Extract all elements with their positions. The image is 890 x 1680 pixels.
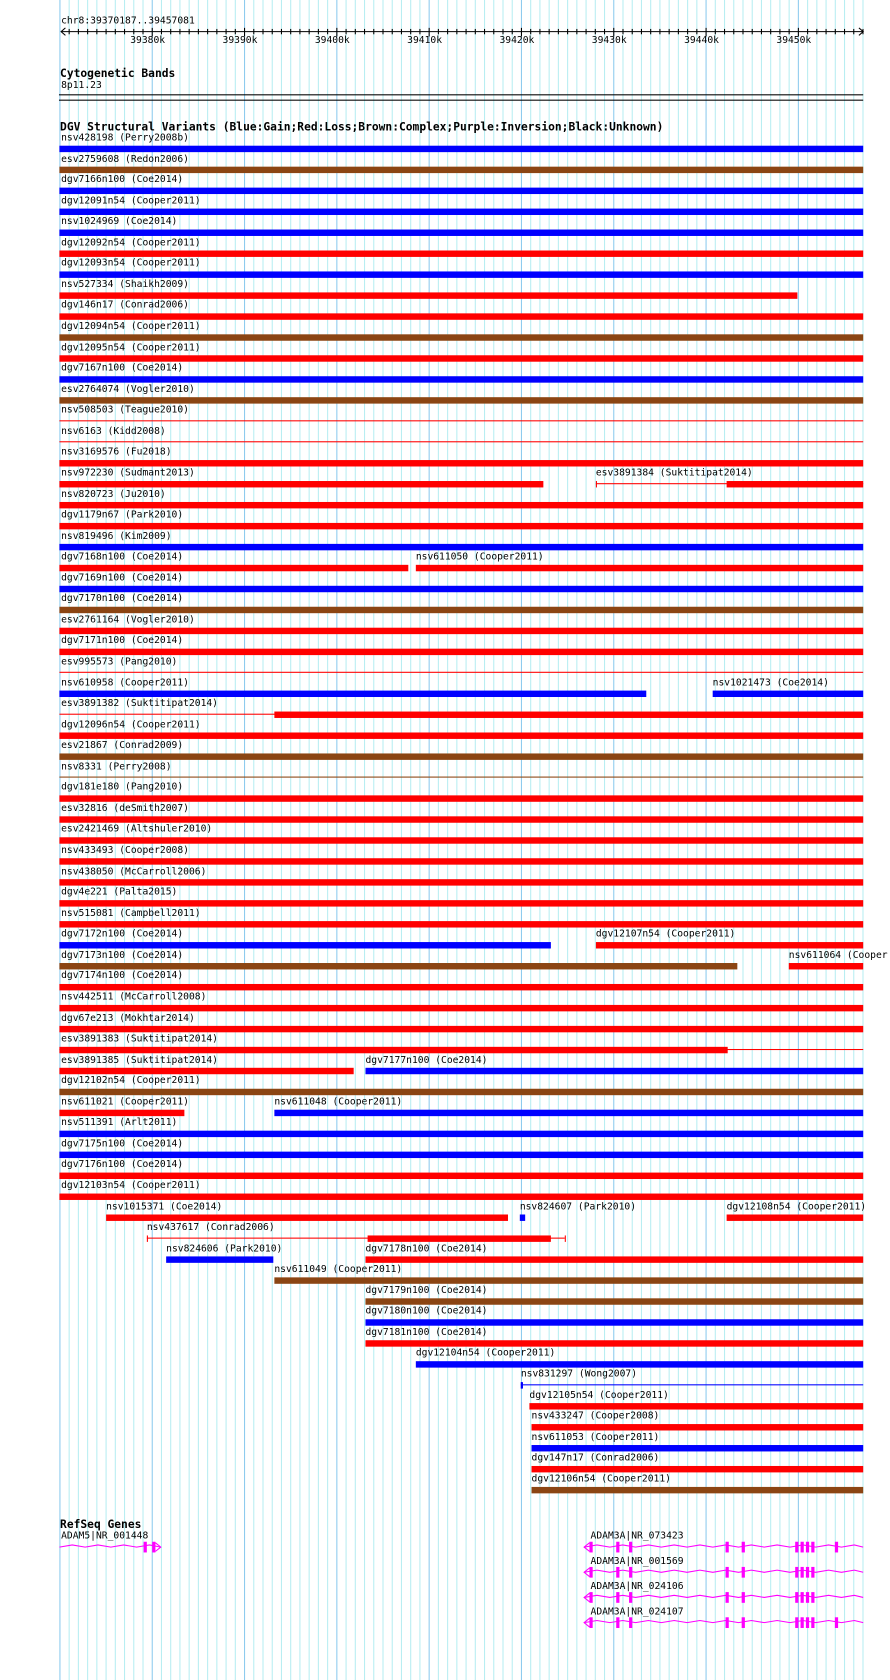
variant-bar (59, 502, 863, 508)
variant-label[interactable]: dgv7169n100 (Coe2014) (61, 572, 184, 584)
gene-intron-line (584, 1545, 863, 1547)
gene-exon (726, 1617, 729, 1628)
variant-label[interactable]: dgv7177n100 (Coe2014) (365, 1054, 488, 1066)
variant-label[interactable]: nsv433247 (Cooper2008) (531, 1411, 660, 1422)
variant-label[interactable]: nsv3169576 (Fu2018) (61, 447, 172, 458)
variant-bar (532, 1445, 864, 1451)
gene-exon (589, 1592, 592, 1603)
dgv-track-title[interactable]: DGV Structural Variants (Blue:Gain;Red:Loss;Brown:Complex;Purple:Inversion;Black:Unknown) (60, 121, 664, 134)
gene-exon (742, 1542, 745, 1553)
variant-bar (59, 1194, 863, 1200)
variant-label[interactable]: esv2764074 (Vogler2010) (61, 384, 195, 396)
variant-bar (59, 481, 543, 487)
variant-label[interactable]: nsv527334 (Shaikh2009) (61, 279, 189, 291)
variant-bar (365, 1256, 863, 1262)
variant-bar (59, 732, 863, 738)
variant-label[interactable]: esv995573 (Pang2010) (61, 656, 178, 668)
variant-label[interactable]: nsv972230 (Sudmant2013) (61, 468, 195, 479)
variant-bar (59, 1026, 863, 1032)
variant-label[interactable]: nsv611050 (Cooper2011) (415, 551, 544, 563)
variant-bar (368, 1235, 551, 1241)
gene-exon (801, 1592, 804, 1603)
variant-bar (59, 1152, 863, 1158)
ruler-position: chr8:39370187..39457081 (61, 16, 195, 27)
gene-exon (801, 1542, 804, 1553)
variant-label[interactable]: dgv7172n100 (Coe2014) (61, 929, 184, 940)
variant-end-cap (596, 481, 597, 487)
gene-exon (806, 1617, 809, 1628)
variant-label[interactable]: dgv12094n54 (Cooper2011) (61, 321, 201, 333)
gene-intron-line (584, 1570, 863, 1572)
variant-bar (59, 313, 863, 319)
variant-label[interactable]: dgv67e213 (Mokhtar2014) (61, 1013, 195, 1024)
variant-label[interactable]: dgv7175n100 (Coe2014) (61, 1138, 184, 1150)
variant-label[interactable]: nsv8331 (Perry2008) (61, 761, 172, 773)
variant-label[interactable]: nsv1015371 (Coe2014) (106, 1201, 223, 1213)
variant-label[interactable]: nsv611053 (Cooper2011) (531, 1432, 660, 1443)
variant-label[interactable]: nsv508503 (Teague2010) (61, 405, 189, 416)
gene-label[interactable]: ADAM3A|NR_001569 (590, 1556, 684, 1567)
gene-exon (152, 1542, 155, 1553)
variant-bar (274, 1110, 863, 1116)
variant-bar (59, 816, 863, 822)
gene-exon (616, 1567, 619, 1578)
variant-bar (59, 1047, 727, 1053)
gene-exon (795, 1567, 798, 1578)
variant-bar (59, 586, 863, 592)
variant-label[interactable]: dgv12095n54 (Cooper2011) (61, 342, 201, 354)
variant-label[interactable]: nsv831297 (Wong2007) (520, 1369, 638, 1380)
variant-label[interactable]: nsv610958 (Cooper2011) (61, 677, 189, 689)
variant-bar (532, 1466, 864, 1472)
variant-bar-thin (59, 441, 863, 442)
ruler-tick-label: 39410k (407, 35, 443, 47)
ruler-tick-label: 39400k (314, 35, 350, 47)
variant-bar (365, 1068, 863, 1074)
variant-bar (365, 1340, 863, 1346)
gene-intron-line (584, 1620, 863, 1622)
variant-label[interactable]: nsv824606 (Park2010) (166, 1243, 283, 1255)
variant-label[interactable]: esv32816 (deSmith2007) (61, 803, 189, 815)
variant-label[interactable]: dgv7168n100 (Coe2014) (61, 551, 184, 563)
variant-label[interactable]: nsv1021473 (Coe2014) (712, 677, 829, 689)
variant-end-cap (521, 1382, 522, 1388)
variant-label[interactable]: dgv12108n54 (Cooper2011) (726, 1201, 867, 1213)
variant-label[interactable]: dgv7171n100 (Coe2014) (61, 635, 184, 647)
variant-bar (596, 942, 863, 948)
variant-bar (59, 963, 737, 969)
ruler-tick-label: 39450k (776, 35, 812, 47)
variant-bar (59, 1110, 184, 1116)
variant-label[interactable]: dgv7167n100 (Coe2014) (61, 363, 184, 375)
variant-bar (59, 209, 863, 215)
variant-bar (59, 544, 863, 550)
variant-bar (59, 1131, 863, 1137)
variant-label[interactable]: dgv7179n100 (Coe2014) (365, 1285, 488, 1297)
variant-end-cap (565, 1235, 566, 1241)
variant-bar (59, 523, 863, 529)
variant-bar (727, 1214, 864, 1220)
variant-label[interactable]: nsv515081 (Campbell2011) (61, 908, 201, 919)
variant-label[interactable]: nsv819496 (Kim2009) (61, 531, 172, 542)
gene-exon (811, 1617, 814, 1628)
variant-bar (59, 900, 863, 906)
variant-bar (274, 712, 863, 718)
gene-exon (795, 1542, 798, 1553)
ruler-tick-label: 39380k (130, 35, 166, 47)
gene-exon (811, 1567, 814, 1578)
gene-exon (835, 1542, 838, 1553)
gene-exon (795, 1592, 798, 1603)
gene-exon (629, 1592, 632, 1603)
variant-label[interactable]: nsv437617 (Conrad2006) (146, 1222, 275, 1234)
ruler-tick-label: 39390k (222, 35, 258, 47)
gene-exon (801, 1567, 804, 1578)
variant-bar (59, 250, 863, 256)
gene-label[interactable]: ADAM3A|NR_073423 (590, 1531, 684, 1542)
variant-label[interactable]: nsv824607 (Park2010) (519, 1201, 637, 1213)
variant-label[interactable]: esv3891383 (Suktitipat2014) (61, 1033, 219, 1045)
variant-bar (59, 1173, 863, 1179)
refseq-track-title[interactable]: RefSeq Genes (60, 1518, 142, 1532)
variant-label[interactable]: dgv12092n54 (Cooper2011) (61, 237, 201, 249)
variant-bar-thin (59, 420, 863, 421)
variant-bar (59, 188, 863, 194)
variant-bar (59, 167, 863, 173)
gene-exon (616, 1592, 619, 1603)
variant-bar (416, 1361, 863, 1367)
variant-label[interactable]: nsv611048 (Cooper2011) (274, 1096, 403, 1108)
variant-bar (789, 963, 863, 969)
variant-label[interactable]: dgv12105n54 (Cooper2011) (529, 1390, 669, 1401)
cytoband-track-title[interactable]: Cytogenetic Bands (60, 67, 176, 81)
gene-exon (795, 1617, 798, 1628)
gene-exon (629, 1542, 632, 1553)
variant-bar (59, 984, 863, 990)
variant-bar (59, 334, 863, 340)
variant-bar (59, 1089, 863, 1095)
variant-bar (59, 795, 863, 801)
variant-label[interactable]: dgv181e180 (Pang2010) (61, 782, 184, 794)
variant-end-cap (147, 1235, 148, 1241)
variant-bar (727, 481, 864, 487)
variant-label[interactable]: nsv438050 (McCarroll2006) (61, 866, 207, 878)
variant-bar (532, 1424, 864, 1430)
variant-label[interactable]: dgv12107n54 (Cooper2011) (595, 929, 736, 940)
variant-bar (59, 146, 863, 152)
variant-label[interactable]: dgv12102n54 (Cooper2011) (61, 1075, 201, 1087)
variant-label[interactable]: nsv433493 (Cooper2008) (61, 845, 189, 857)
variant-label[interactable]: nsv442511 (McCarroll2008) (61, 992, 207, 1003)
variant-label[interactable]: nsv6163 (Kidd2008) (61, 426, 166, 437)
gene-exon (589, 1542, 592, 1553)
gene-exon (801, 1617, 804, 1628)
variant-bar (59, 858, 863, 864)
variant-label[interactable]: nsv1024969 (Coe2014) (61, 216, 178, 228)
variant-bar (529, 1403, 863, 1409)
variant-bar (59, 355, 863, 361)
variant-bar (59, 879, 863, 885)
variant-bar (59, 628, 863, 634)
gene-label[interactable]: ADAM3A|NR_024106 (590, 1581, 684, 1593)
gene-exon (726, 1542, 729, 1553)
variant-label[interactable]: esv3891385 (Suktitipat2014) (61, 1054, 219, 1066)
variant-bar (59, 1068, 353, 1074)
gene-exon (144, 1542, 147, 1553)
variant-bar (365, 1319, 863, 1325)
variant-bar (59, 837, 863, 843)
variant-bar (59, 565, 408, 571)
variant-bar (59, 691, 646, 697)
variant-label[interactable]: dgv7180n100 (Coe2014) (365, 1306, 488, 1318)
gene-exon (811, 1592, 814, 1603)
variant-bar (59, 292, 797, 298)
variant-label[interactable]: dgv7170n100 (Coe2014) (61, 593, 184, 605)
gene-exon (589, 1617, 592, 1628)
variant-label[interactable]: esv2761164 (Vogler2010) (61, 614, 195, 626)
variant-label[interactable]: esv2421469 (Altshuler2010) (61, 824, 213, 836)
variant-label[interactable]: dgv12106n54 (Cooper2011) (531, 1474, 671, 1485)
gene-exon (806, 1542, 809, 1553)
gene-exon (806, 1592, 809, 1603)
variant-bar-thin (59, 777, 863, 778)
variant-label[interactable]: dgv4e221 (Palta2015) (61, 887, 178, 899)
gene-exon (742, 1617, 745, 1628)
gene-exon (726, 1592, 729, 1603)
variant-label[interactable]: dgv12091n54 (Cooper2011) (61, 195, 201, 207)
gene-exon (742, 1592, 745, 1603)
variant-label[interactable]: nsv611049 (Cooper2011) (274, 1264, 403, 1276)
gene-exon (726, 1567, 729, 1578)
gene-exon (806, 1567, 809, 1578)
variant-bar (59, 271, 863, 277)
cytoband-divider (59, 94, 863, 95)
variant-bar (532, 1487, 864, 1493)
gene-exon (811, 1542, 814, 1553)
variant-bar (365, 1298, 863, 1304)
variant-bar (520, 1214, 525, 1220)
variant-bar (713, 691, 864, 697)
variant-label[interactable]: dgv7176n100 (Coe2014) (61, 1159, 184, 1171)
gene-label[interactable]: ADAM3A|NR_024107 (590, 1606, 684, 1618)
variant-bar (59, 1005, 863, 1011)
variant-label[interactable]: esv3891382 (Suktitipat2014) (61, 698, 219, 710)
variant-label[interactable]: dgv12096n54 (Cooper2011) (61, 719, 201, 731)
variant-bar (59, 921, 863, 927)
track-divider (59, 100, 863, 101)
variant-label[interactable]: esv2759608 (Redon2006) (61, 153, 189, 165)
gene-intron-line (584, 1595, 863, 1597)
variant-bar (59, 649, 863, 655)
variant-bar (106, 1214, 508, 1220)
variant-label[interactable]: nsv611021 (Cooper2011) (61, 1096, 189, 1108)
variant-label[interactable]: dgv7181n100 (Coe2014) (365, 1327, 488, 1339)
gene-exon (589, 1567, 592, 1578)
variant-bar (59, 942, 550, 948)
variant-bar (59, 376, 863, 382)
variant-label[interactable]: nsv511391 (Arlt2011) (61, 1117, 178, 1129)
gene-exon (616, 1617, 619, 1628)
cytoband-label[interactable]: 8p11.23 (61, 80, 102, 92)
variant-label[interactable]: nsv820723 (Ju2010) (61, 489, 166, 500)
gene-exon (629, 1567, 632, 1578)
gene-exon (742, 1567, 745, 1578)
variant-bar (274, 1277, 863, 1283)
variant-bar-thin (59, 672, 863, 673)
variant-label[interactable]: dgv12103n54 (Cooper2011) (61, 1180, 201, 1192)
ruler-tick-label: 39420k (499, 35, 535, 47)
variant-label[interactable]: dgv7174n100 (Coe2014) (61, 971, 184, 982)
variant-label[interactable]: esv3891384 (Suktitipat2014) (595, 468, 753, 479)
variant-label[interactable]: dgv146n17 (Conrad2006) (61, 300, 189, 312)
gene-label[interactable]: ADAM5|NR_001448 (61, 1531, 149, 1542)
gene-exon (835, 1617, 838, 1628)
variant-label[interactable]: dgv7173n100 (Coe2014) (61, 950, 184, 961)
variant-label[interactable]: dgv12093n54 (Cooper2011) (61, 258, 201, 270)
gene-exon (616, 1542, 619, 1553)
variant-bar (59, 230, 863, 236)
variant-bar (59, 460, 863, 466)
variant-label[interactable]: dgv147n17 (Conrad2006) (531, 1453, 660, 1464)
variant-bar (59, 753, 863, 759)
variant-label[interactable]: dgv1179n67 (Park2010) (61, 510, 184, 521)
ruler-tick-label: 39430k (591, 35, 627, 47)
variant-bar (416, 565, 863, 571)
variant-bar-thin (521, 1384, 863, 1385)
variant-label[interactable]: esv21867 (Conrad2009) (61, 740, 184, 752)
variant-bar (166, 1256, 273, 1262)
variant-label[interactable]: nsv428198 (Perry2008b) (61, 132, 189, 144)
variant-bar (59, 607, 863, 613)
variant-label[interactable]: dgv7178n100 (Coe2014) (365, 1243, 488, 1255)
variant-label[interactable]: nsv611064 (Cooper (788, 950, 888, 961)
variant-label[interactable]: dgv12104n54 (Cooper2011) (415, 1348, 556, 1360)
variant-bar (59, 397, 863, 403)
variant-label[interactable]: dgv7166n100 (Coe2014) (61, 174, 184, 186)
gene-exon (629, 1617, 632, 1628)
ruler-tick-label: 39440k (684, 35, 719, 47)
